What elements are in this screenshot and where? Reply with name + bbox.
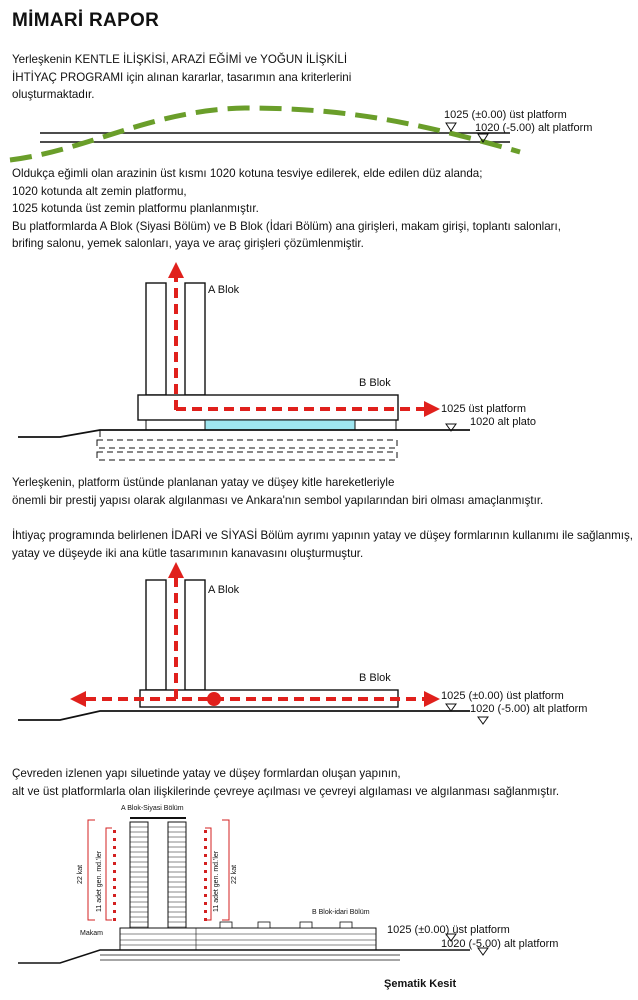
paragraph-line: önemli bir prestij yapısı olarak algılanması ve Ankara'nın sembol yapılarından biri olması amaçlanmıştır. [12,493,544,507]
roof-box [340,922,352,928]
floor-marker [113,886,116,889]
kat-left-label: 22 kat [77,864,84,884]
roof-box [258,922,270,928]
floor-marker [113,902,116,905]
floor-marker [113,846,116,849]
floor-marker [204,878,207,881]
paragraph-line: Oldukça eğimli olan arazinin üst kısmı 1020 kotuna tesviye edilerek, elde edilen düz alanda; [12,167,483,180]
paragraph-line: İhtiyaç programında belirlenen İDARİ ve SİYASİ Bölüm ayrımı yapının yatay ve düşey formlarının kullanımı ile sağlanmış, [12,529,633,542]
floor-marker [113,894,116,897]
makam-label: Makam [80,930,103,937]
paragraph-line: Yerleşkenin, platform üstünde planlanan yatay ve düşey kitle hareketleriyle [12,476,395,489]
lower-platform-label: 1020 (-5.00) alt platform [441,938,559,950]
floor-marker [113,830,116,833]
intro-line: oluşturmaktadır. [12,88,95,101]
dimension-bracket-right-inner [205,828,211,920]
floor-marker [113,870,116,873]
paragraph-line: 1020 kotunda alt zemin platformu, [12,184,187,198]
kat-right-label: 22 kat [231,864,238,884]
floor-marker [204,830,207,833]
b-blok-label: B Blok [359,672,391,684]
intro-line: Yerleşkenin KENTLE İLİŞKİSİ, ARAZİ EĞİMİ ve YOĞUN İLİŞKİLİ [12,53,348,66]
upper-platform-label: 1025 (±0.00) üst platform [387,924,510,936]
upper-platform-label: 1025 (±0.00) üst platform [441,690,564,702]
dimension-bracket-right [222,820,229,920]
paragraph-line: brifing salonu, yemek salonları, yaya ve araç girişleri çözümlenmiştir. [12,237,364,250]
upper-platform-label: 1025 (±0.00) üst platform [444,109,567,121]
paragraph-line: 1025 kotunda üst zemin platformu planlanmıştır. [12,202,259,215]
paragraph-line: yatay ve düşeyde iki ana kütle tasarımının kanavasını oluşturmuştur. [12,546,364,560]
floor-marker [113,838,116,841]
floor-marker [204,910,207,913]
b-blok-body [120,928,376,950]
a-blok-label: A Blok [208,284,240,296]
section-caption: Şematik Kesit [384,978,457,990]
a-blok-section-label: A Blok-Siyasi Bölüm [121,805,184,812]
floor-marker [204,886,207,889]
floor-marker [204,894,207,897]
gen-md-right-label: 11 adet gen. md.'ler [213,850,220,912]
gen-md-left-label: 11 adet gen. md.'ler [96,850,103,912]
floor-marker [113,854,116,857]
page-title: MİMARİ RAPOR [12,10,160,31]
intro-line: İHTİYAÇ PROGRAMI için alınan kararlar, tasarımın ana kriterlerini [12,70,352,84]
paragraph-line: Çevreden izlenen yapı siluetinde yatay ve düşey formlardan oluşan yapının, [12,767,401,780]
floor-marker [113,878,116,881]
lower-platform-label: 1020 alt plato [470,416,537,428]
floor-marker [204,862,207,865]
floor-marker [204,902,207,905]
floor-marker [113,862,116,865]
b-blok-label: B Blok [359,377,391,389]
ground-line [18,950,470,963]
dimension-bracket-left-inner [106,828,112,920]
a-blok-label: A Blok [208,584,240,596]
floor-marker [113,918,116,921]
floor-marker [204,838,207,841]
roof-box [220,922,232,928]
paragraph-line: alt ve üst platformlarla olan ilişkilerinde çevreye açılması ve çevreyi algılaması ve algılanması sağlanmıştır. [12,784,560,798]
floor-marker [204,854,207,857]
b-blok-section-label: B Blok-idari Bölüm [312,909,370,916]
paragraph-line: Bu platformlarda A Blok (Siyasi Bölüm) ve B Blok (İdari Bölüm) ana girişleri, makam girişi, toplantı salonları, [12,219,561,233]
roof-box [300,922,312,928]
a-blok-towers [113,822,207,928]
floor-marker [204,870,207,873]
dimension-bracket-left [88,820,95,920]
floor-marker [113,910,116,913]
upper-platform-label: 1025 üst platform [441,403,526,415]
floor-marker [204,846,207,849]
lower-platform-label: 1020 (-5.00) alt platform [470,703,588,715]
lower-platform-label: 1020 (-5.00) alt platform [475,122,593,134]
